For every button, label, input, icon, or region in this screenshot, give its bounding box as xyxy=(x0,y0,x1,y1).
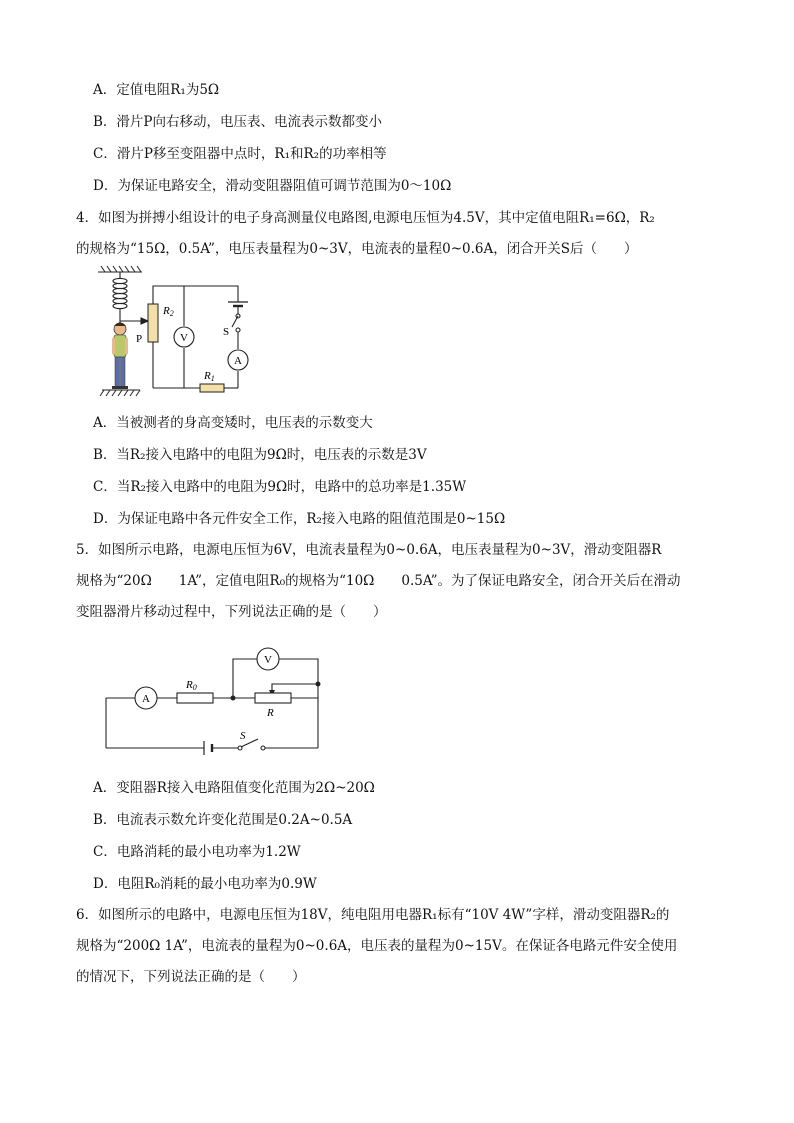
person-figure xyxy=(112,323,128,390)
q3-option-d: D．为保证电路安全，滑动变阻器阻值可调节范围为0～10Ω xyxy=(93,178,452,194)
q6-stem-line-1: 6．如图所示的电路中，电源电压恒为18V，纯电阻用电器R₁标有“10V 4W”字样，滑动变阻器R₂的 xyxy=(76,907,670,923)
junction-dot-right xyxy=(316,682,321,687)
r2-label-sub: 2 xyxy=(169,309,174,318)
switch-label: S xyxy=(240,730,246,742)
q6-stem-line-2: 规格为“200Ω 1A”，电流表的量程为0~0.6A，电压表的量程为0~15V。在保证各电路元件安全使用 xyxy=(76,938,678,954)
q6-stem-line-3: 的情况下，下列说法正确的是（ ） xyxy=(76,969,306,985)
r1-resistor xyxy=(200,384,224,392)
r0-resistor xyxy=(177,693,213,703)
r0-label: R xyxy=(186,679,193,691)
ammeter-label: A xyxy=(234,355,242,367)
r0-label-sub: 0 xyxy=(192,683,197,692)
battery xyxy=(228,302,248,306)
q3-option-b: B．滑片P向右移动，电压表、电流表示数都变小 xyxy=(93,114,383,130)
q5-circuit-figure xyxy=(100,640,330,760)
q4-option-b: B．当R₂接入电路中的电阻为9Ω时，电压表的示数是3V xyxy=(93,447,427,463)
ammeter-label: A xyxy=(142,693,150,705)
q3-option-c: C．滑片P移至变阻器中点时，R₁和R₂的功率相等 xyxy=(93,146,387,162)
q5-option-d: D．电阻R₀消耗的最小电功率为0.9W xyxy=(93,876,317,892)
r2-label: R xyxy=(163,305,170,317)
svg-text:R2 xyxy=(162,305,174,318)
q4-stem-line-1: 4．如图为拼搏小组设计的电子身高测量仪电路图,电源电压恒为4.5V，其中定值电阻R₁=6Ω，R₂ xyxy=(76,210,655,226)
svg-text:R0 xyxy=(185,679,197,692)
q5-option-c: C．电路消耗的最小电功率为1.2W xyxy=(93,844,301,860)
r2-resistor xyxy=(148,304,158,342)
q5-stem-line-1: 5．如图所示电路，电源电压恒为6V，电流表量程为0~0.6A，电压表量程为0~3V，滑动变阻器R xyxy=(76,542,662,558)
spring xyxy=(113,272,127,321)
ceiling-hatch xyxy=(98,266,142,272)
voltmeter-label: V xyxy=(264,654,272,666)
rheostat-r xyxy=(255,693,291,703)
q4-stem-line-2: 的规格为“15Ω，0.5A”，电压表量程为0~3V，电流表的量程0~0.6A，闭合开关S后（ ） xyxy=(76,241,638,257)
svg-text:R1 xyxy=(203,370,215,383)
switch-s xyxy=(232,306,240,332)
p-label: P xyxy=(136,333,143,345)
battery xyxy=(204,741,212,755)
voltmeter-label: V xyxy=(180,332,188,344)
q5-stem-line-3: 变阻器滑片移动过程中，下列说法正确的是（ ） xyxy=(76,604,387,620)
rheostat-label: R xyxy=(267,707,274,719)
r1-label-sub: 1 xyxy=(210,374,215,383)
q4-option-a: A．当被测者的身高变矮时，电压表的示数变大 xyxy=(93,415,373,431)
q5-stem-line-2: 规格为“20Ω 1A”，定值电阻R₀的规格为“10Ω 0.5A”。为了保证电路安全，闭合开关后在滑动 xyxy=(76,573,681,589)
junction-dot-left xyxy=(231,696,236,701)
q4-circuit-figure xyxy=(92,264,262,404)
q5-option-b: B．电流表示数允许变化范围是0.2A~0.5A xyxy=(93,812,353,828)
q5-option-a: A．变阻器R接入电路阻值变化范围为2Ω~20Ω xyxy=(93,780,375,796)
slider-pointer xyxy=(120,318,148,324)
switch-label: S xyxy=(223,326,230,338)
floor-hatch xyxy=(100,390,140,396)
q3-option-a: A．定值电阻R₁为5Ω xyxy=(93,82,220,98)
r1-label: R xyxy=(204,370,211,382)
q4-option-c: C．当R₂接入电路中的电阻为9Ω时，电路中的总功率是1.35W xyxy=(93,479,467,495)
q4-option-d: D．为保证电路中各元件安全工作，R₂接入电路的阻值范围是0~15Ω xyxy=(93,511,506,527)
